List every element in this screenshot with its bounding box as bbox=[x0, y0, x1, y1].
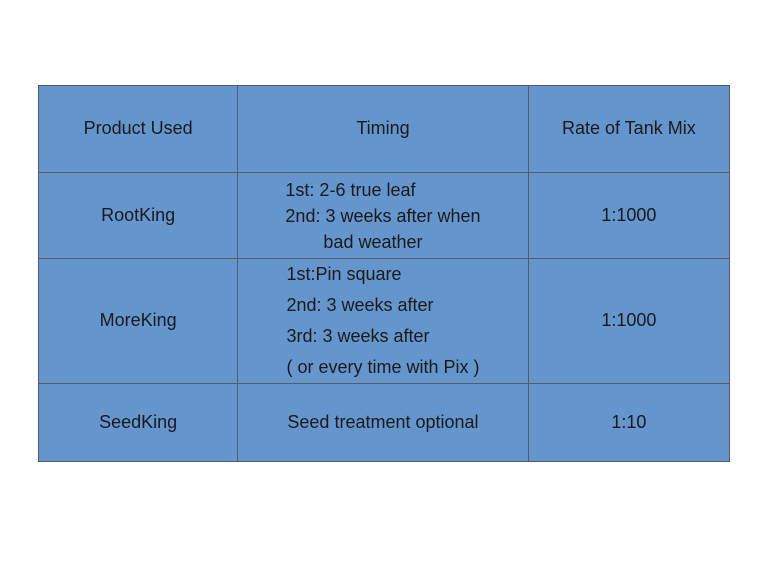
product-cell: SeedKing bbox=[39, 384, 238, 462]
timing-line: 1st: 2-6 true leaf bbox=[285, 179, 416, 200]
timing-lines bbox=[285, 177, 480, 255]
table-row bbox=[39, 173, 730, 259]
product-timing-table bbox=[38, 85, 730, 462]
table-row bbox=[39, 384, 730, 462]
rate-cell: 1:1000 bbox=[528, 173, 729, 259]
timing-cell bbox=[238, 173, 528, 259]
product-cell: RootKing bbox=[39, 173, 238, 259]
timing-line: 1st:Pin square bbox=[286, 264, 402, 284]
table-row bbox=[39, 259, 730, 384]
timing-cell: Seed treatment optional bbox=[238, 384, 528, 462]
product-cell: MoreKing bbox=[39, 259, 238, 384]
timing-lines bbox=[286, 259, 479, 383]
rate-cell: 1:1000 bbox=[528, 259, 729, 384]
header-timing: Timing bbox=[238, 86, 528, 173]
timing-line: 2nd: 3 weeks after bbox=[286, 295, 434, 315]
timing-line: 2nd: 3 weeks after when bbox=[285, 205, 481, 226]
table-header-row bbox=[39, 86, 730, 173]
header-rate-of-tank-mix: Rate of Tank Mix bbox=[528, 86, 729, 173]
rate-cell: 1:10 bbox=[528, 384, 729, 462]
timing-line: ( or every time with Pix ) bbox=[286, 357, 480, 377]
timing-line: 3rd: 3 weeks after bbox=[286, 326, 430, 346]
timing-line: bad weather bbox=[323, 231, 423, 252]
timing-cell bbox=[238, 259, 528, 384]
header-product-used: Product Used bbox=[39, 86, 238, 173]
